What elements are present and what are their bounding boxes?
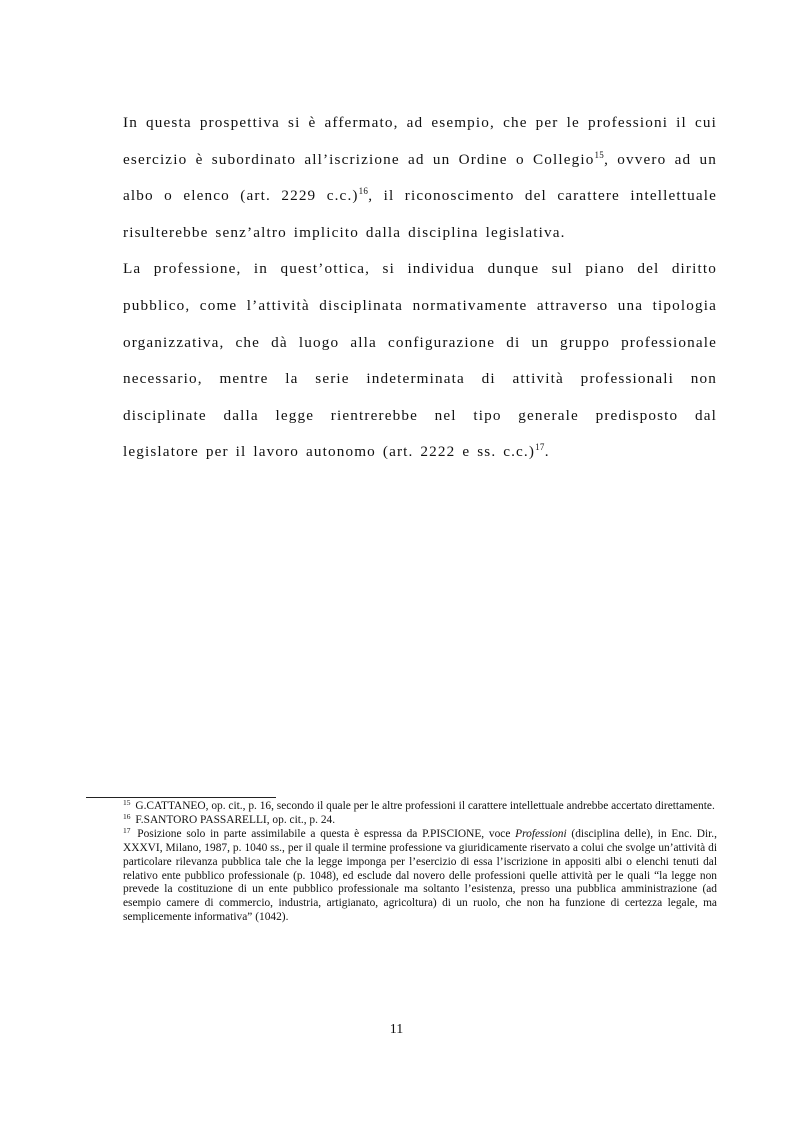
footnote-17-italic-title: Professioni	[515, 827, 567, 840]
page-number: 11	[389, 1022, 404, 1037]
footnote-17	[123, 825, 717, 925]
paragraph-1-text-c: , il riconoscimento del carattere intellettuale risulterebbe senz’altro implicito dalla disciplina legislativa.	[123, 187, 717, 241]
footnote-15	[123, 800, 717, 814]
paragraph-1-text-b: , ovvero ad un albo o elenco (art. 2229 c.c.)	[123, 150, 717, 205]
footnote-16-text: F.SANTORO PASSARELLI, op. cit., p. 24.	[132, 813, 336, 826]
paragraph-1-text-a: In questa prospettiva si è affermato, ad esempio, che per le professioni il cui esercizio è subordinato all’iscrizione ad un Ordine o Collegio	[123, 114, 717, 168]
paragraph-1	[123, 105, 717, 251]
paragraph-2	[123, 251, 717, 471]
footnote-ref-17[interactable]: 17	[535, 442, 545, 453]
footnote-17-text-b: (disciplina delle), in Enc. Dir., XXXVI, Milano, 1987, p. 1040 ss., per il quale il termine professione va giuridicamente riservato a colui che svolge un’attività di particolare rilevanza pubblica tale che la legge imponga per l’esercizio di essa l’iscrizione in appositi albi o elenchi tenuti dal relativo ente pubblico professionale (p. 1048), ed esclude dal novero delle professioni quelle attività per le quali “la legge non prevede la costituzione di un ente pubblico professionale ma soltanto l’esistenza, presso una pubblica amministrazione (ad esempio camere di commercio, industria, artigianato, agricoltura) di un ruolo, che non ha funzione di certezza legale, ma semplicemente informativa” (1042).	[123, 827, 717, 924]
footnote-ref-15[interactable]: 15	[594, 149, 605, 160]
footnote-17-text-a: Posizione solo in parte assimilabile a questa è espressa da P.PISCIONE, voce	[132, 827, 516, 840]
footnote-16	[123, 811, 717, 828]
footnote-15-number: 15	[123, 798, 131, 807]
footnote-ref-16[interactable]: 16	[358, 186, 369, 197]
footnote-separator	[86, 797, 276, 798]
footnote-17-number: 17	[123, 825, 131, 835]
paragraph-2-text-a: La professione, in quest’ottica, si individua dunque sul piano del diritto pubblico, come l’attività disciplinata normativamente attraverso una tipologia organizzativa, che dà luogo alla configurazione di un gruppo professionale necessario, mentre la serie indeterminata di attività professionali non disciplinate dalla legge rientrerebbe nel tipo generale predisposto dal legislatore per il lavoro autonomo (art. 2222 e ss. c.c.)	[123, 260, 717, 461]
footnote-16-number: 16	[123, 811, 131, 821]
footnotes	[123, 800, 717, 925]
footnote-15-text: G.CATTANEO, op. cit., p. 16, secondo il quale per le altre professioni il carattere intellettuale andrebbe accertato direttamente.	[132, 800, 715, 812]
main-text	[123, 105, 717, 471]
paragraph-2-text-b: .	[544, 443, 550, 461]
